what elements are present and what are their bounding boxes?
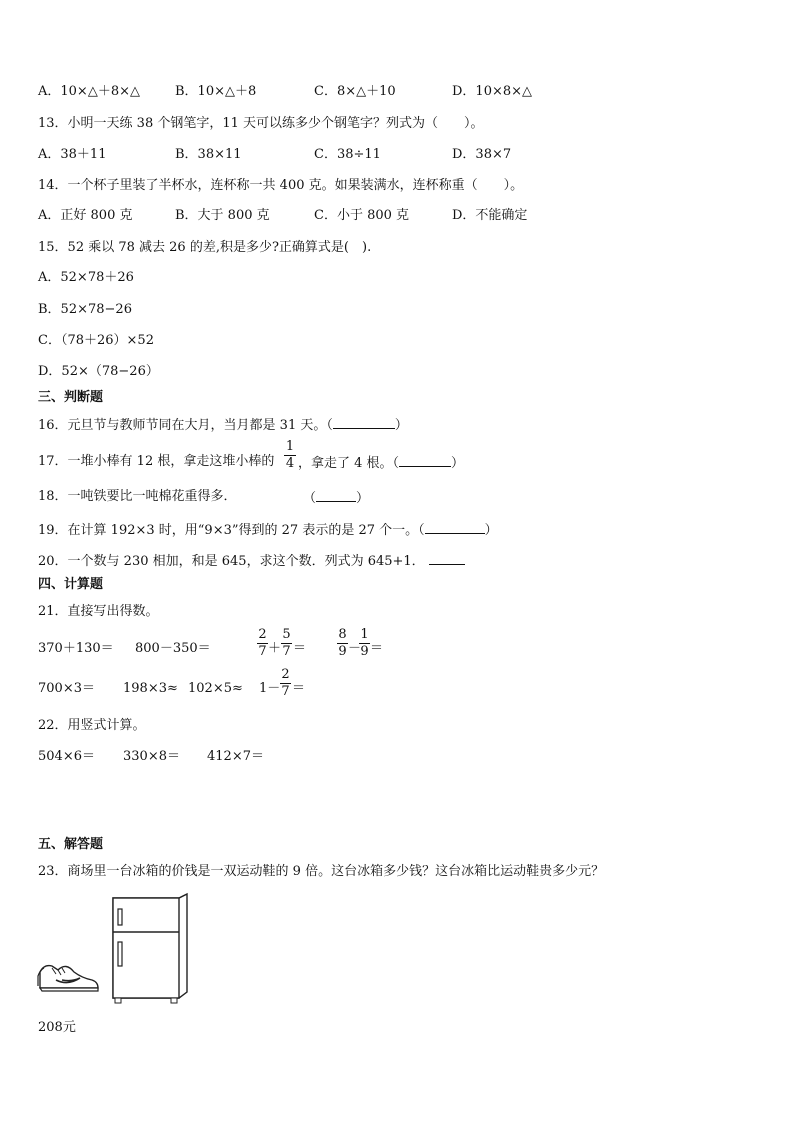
q21-frac-2-equals: ＝ xyxy=(370,641,384,656)
q16-text: 16．元旦节与教师节同在大月，当月都是 31 天。（ xyxy=(38,418,333,433)
q14-option-d: D．不能确定 xyxy=(452,208,528,223)
q20-answer-blank[interactable] xyxy=(429,552,465,565)
section-heading-word-problems: 五、解答题 xyxy=(38,837,104,852)
q12-option-c: C．8×△＋10 xyxy=(314,84,396,99)
q15-option-a: A．52×78＋26 xyxy=(38,270,134,285)
q21-frac-2b xyxy=(359,628,370,659)
q21-frac-2a-num: 8 xyxy=(338,627,347,642)
q21-frac-2b-den: 9 xyxy=(360,644,369,659)
q23-shoe-price: 208元 xyxy=(38,1020,76,1035)
q15-option-b: B．52×78−26 xyxy=(38,302,132,317)
q17-pre: 17．一堆小棒有 12 根，拿走这堆小棒的 xyxy=(38,454,275,469)
section-heading-calculation: 四、计算题 xyxy=(38,577,104,592)
q21-frac-2-operator: － xyxy=(348,641,362,656)
q18-answer xyxy=(303,489,369,507)
q12-option-b: B．10×△＋8 xyxy=(175,84,257,99)
q21-frac-1b-num: 5 xyxy=(282,627,291,642)
q15-stem: 15．52 乘以 78 减去 26 的差,积是多少?正确算式是( ). xyxy=(38,240,372,255)
q19-close: ） xyxy=(484,523,498,538)
q17-answer-blank[interactable] xyxy=(399,454,451,467)
q21-frac-2a-den: 9 xyxy=(338,644,347,659)
q12-option-d: D．10×8×△ xyxy=(452,84,533,99)
q14-option-a: A．正好 800 克 xyxy=(38,208,133,223)
q16-line xyxy=(38,416,408,434)
q13-stem: 13．小明一天练 38 个钢笔字，11 天可以练多少个钢笔字？列式为（ ）。 xyxy=(38,116,484,131)
q17-close: ） xyxy=(451,456,465,471)
q14-option-c: C．小于 800 克 xyxy=(314,208,410,223)
q18-open: （ xyxy=(303,491,317,506)
q17-frac-numerator: 1 xyxy=(285,439,295,454)
q21-stem: 21．直接写出得数。 xyxy=(38,604,159,619)
q21-frac-2b-num: 1 xyxy=(360,627,369,642)
refrigerator-icon xyxy=(107,892,191,1004)
q21-frac-1-operator: ＋ xyxy=(268,641,282,656)
q21-frac-1-equals: ＝ xyxy=(293,641,307,656)
q17-post-line xyxy=(298,454,464,472)
q15-option-d: D．52×（78−26） xyxy=(38,364,159,379)
q21-frac-3-num: 2 xyxy=(281,667,290,682)
q17-post: ，拿走了 4 根。（ xyxy=(298,456,400,471)
q12-option-a: A．10×△＋8×△ xyxy=(38,84,140,99)
q14-stem: 14．一个杯子里装了半杯水，连杯称一共 400 克。如果装满水，连杯称重（ ）。 xyxy=(38,178,524,193)
q21-expr-1: 370＋130＝ xyxy=(38,641,114,656)
q13-option-a: A．38＋11 xyxy=(38,147,107,162)
q14-option-b: B．大于 800 克 xyxy=(175,208,270,223)
q21-frac-1a-den: 7 xyxy=(258,644,267,659)
q18-close: ） xyxy=(356,491,370,506)
sneaker-icon xyxy=(36,958,102,994)
q23-stem: 23．商场里一台冰箱的价钱是一双运动鞋的 9 倍。这台冰箱多少钱？这台冰箱比运动鞋贵多少元？ xyxy=(38,864,605,879)
q20-line xyxy=(38,552,465,570)
q21-expr-2: 800－350＝ xyxy=(135,641,211,656)
q17-frac-denominator: 4 xyxy=(285,456,295,471)
q21-frac-3 xyxy=(280,668,291,699)
q18-answer-blank[interactable] xyxy=(316,489,356,502)
q20-text: 20．一个数与 230 相加，和是 645，求这个数．列式为 645+1． xyxy=(38,554,425,569)
q22-expr-1: 504×6＝ xyxy=(38,749,95,764)
q21-frac-3-den: 7 xyxy=(281,684,290,699)
q17-fraction xyxy=(284,440,296,471)
q21-expr-5: 102×5≈ xyxy=(188,681,243,696)
q21-frac-3-equals: ＝ xyxy=(292,681,306,696)
q22-stem: 22．用竖式计算。 xyxy=(38,718,146,733)
q21-frac-1b xyxy=(281,628,292,659)
section-heading-judgement: 三、判断题 xyxy=(38,390,104,405)
q21-expr-4: 198×3≈ xyxy=(123,681,178,696)
q19-line xyxy=(38,521,498,539)
q22-expr-3: 412×7＝ xyxy=(207,749,264,764)
q13-option-b: B．38×11 xyxy=(175,147,242,162)
q21-frac-1a xyxy=(257,628,268,659)
q21-frac-1b-den: 7 xyxy=(282,644,291,659)
q16-answer-blank[interactable] xyxy=(333,416,395,429)
q21-expr-3: 700×3＝ xyxy=(38,681,95,696)
q21-frac-3-prefix: 1－ xyxy=(259,681,281,696)
q21-frac-1a-num: 2 xyxy=(258,627,267,642)
q13-option-d: D．38×7 xyxy=(452,147,512,162)
q15-option-c: C．（78＋26）×52 xyxy=(38,333,154,348)
q13-option-c: C．38÷11 xyxy=(314,147,381,162)
q22-expr-2: 330×8＝ xyxy=(123,749,180,764)
q19-answer-blank[interactable] xyxy=(425,521,485,534)
q18-text: 18．一吨铁要比一吨棉花重得多． xyxy=(38,489,237,504)
q16-close: ） xyxy=(394,418,408,433)
q21-frac-2a xyxy=(337,628,348,659)
q19-text: 19．在计算 192×3 时，用“9×3”得到的 27 表示的是 27 个一。（ xyxy=(38,523,425,538)
